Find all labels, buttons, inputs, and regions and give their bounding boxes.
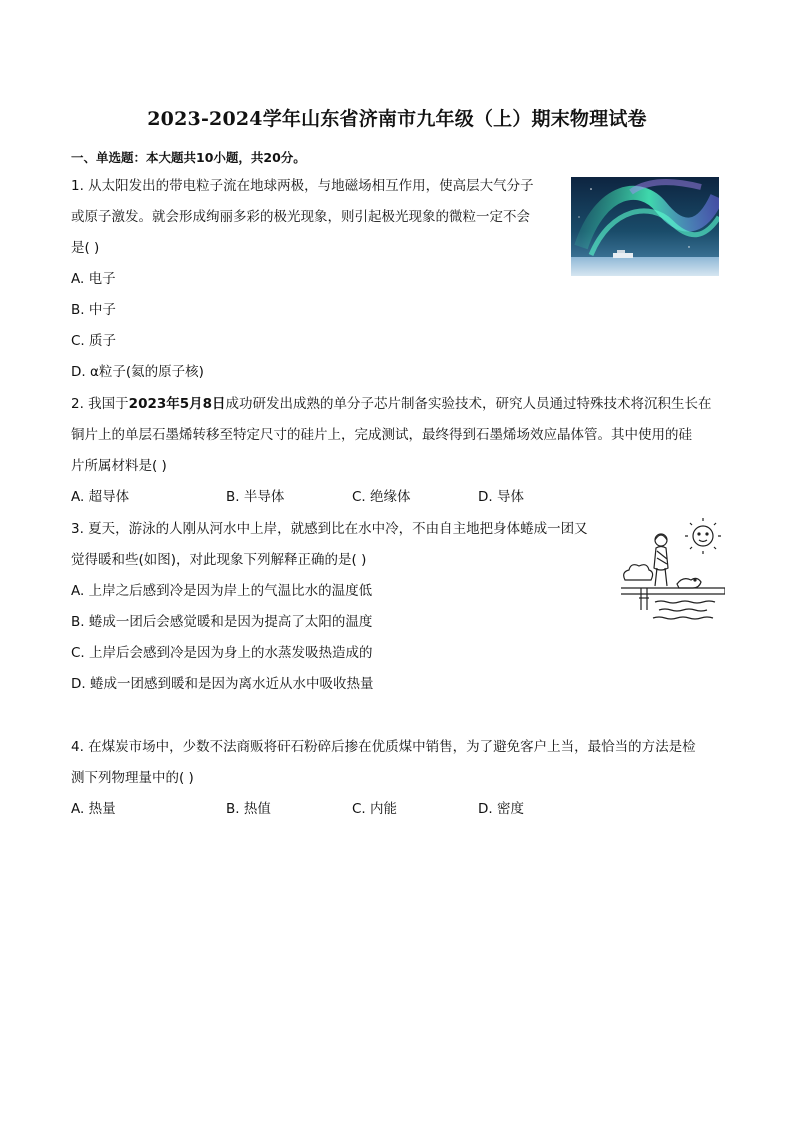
q2-stem-line-1 (71, 394, 712, 414)
q2-stem-suffix: 成功研发出成熟的单分子芯片制备实验技术，研究人员通过特殊技术将沉积生长在 (225, 396, 712, 412)
q2-option-a[interactable]: A. 超导体 (71, 489, 130, 505)
q2-stem-prefix: 2. 我国于 (71, 396, 129, 412)
q2-stem-line-3: 片所属材料是( ) (71, 458, 167, 474)
swimmer-illustration (619, 518, 725, 622)
q1-option-b[interactable]: B. 中子 (71, 302, 116, 318)
section-heading: 一、单选题：本大题共10小题，共20分。 (71, 150, 306, 165)
q3-option-c[interactable]: C. 上岸后会感到冷是因为身上的水蒸发吸热造成的 (71, 645, 373, 661)
q3-option-b[interactable]: B. 蜷成一团后会感觉暖和是因为提高了太阳的温度 (71, 614, 373, 630)
q2-option-d[interactable]: D. 导体 (478, 489, 524, 505)
q2-stem-date: 2023年5月8日 (128, 396, 226, 412)
q1-option-c[interactable]: C. 质子 (71, 333, 117, 349)
q2-option-b[interactable]: B. 半导体 (226, 489, 285, 505)
aurora-photo (571, 177, 719, 276)
q3-option-d[interactable]: D. 蜷成一团感到暖和是因为离水近从水中吸收热量 (71, 676, 374, 692)
q1-option-d[interactable]: D. α粒子(氦的原子核) (71, 364, 204, 380)
q2-option-c[interactable]: C. 绝缘体 (352, 489, 411, 505)
q4-option-a[interactable]: A. 热量 (71, 801, 116, 817)
q1-stem-line-2: 或原子激发。就会形成绚丽多彩的极光现象，则引起极光现象的微粒一定不会 (71, 209, 530, 225)
q4-stem-line-1: 4. 在煤炭市场中，少数不法商贩将矸石粉碎后掺在优质煤中销售，为了避免客户上当，最恰当的方法是检 (71, 739, 696, 755)
q3-option-a[interactable]: A. 上岸之后感到冷是因为岸上的气温比水的温度低 (71, 583, 373, 599)
q1-option-a[interactable]: A. 电子 (71, 271, 116, 287)
q3-stem-line-2: 觉得暖和些(如图)，对此现象下列解释正确的是( ) (71, 552, 367, 568)
q4-option-b[interactable]: B. 热值 (226, 801, 271, 817)
q1-stem-line-1: 1. 从太阳发出的带电粒子流在地球两极，与地磁场相互作用，使高层大气分子 (71, 178, 534, 194)
q4-stem-line-2: 测下列物理量中的( ) (71, 770, 194, 786)
q1-stem-line-3: 是( ) (71, 240, 100, 256)
exam-title: 2023-2024学年山东省济南市九年级（上）期末物理试卷 (147, 108, 647, 130)
q2-stem-line-2: 铜片上的单层石墨烯转移至特定尺寸的硅片上，完成测试，最终得到石墨烯场效应晶体管。其中使用的硅 (71, 427, 692, 443)
q4-option-c[interactable]: C. 内能 (352, 801, 398, 817)
q3-stem-line-1: 3. 夏天，游泳的人刚从河水中上岸，就感到比在水中冷，不由自主地把身体蜷成一团又 (71, 521, 588, 537)
q4-option-d[interactable]: D. 密度 (478, 801, 524, 817)
